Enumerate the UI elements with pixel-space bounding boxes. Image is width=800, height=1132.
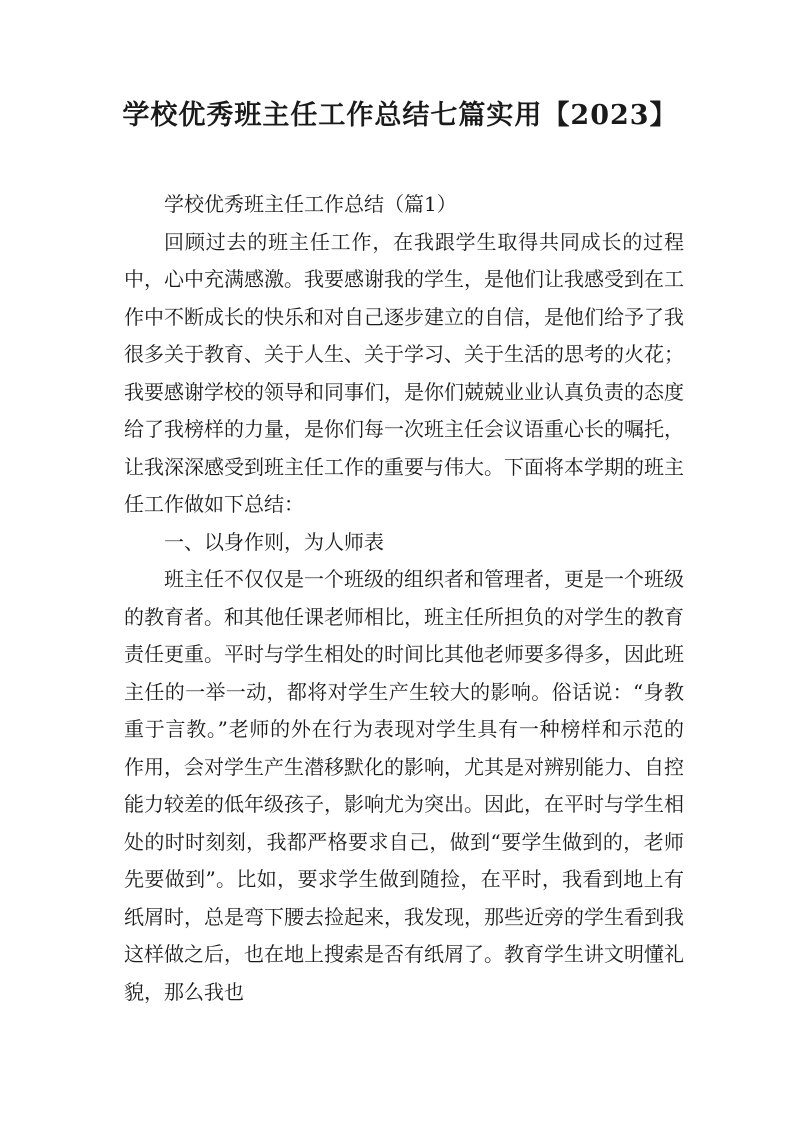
section-heading: 学校优秀班主任工作总结（篇1）	[164, 192, 457, 216]
document-body	[124, 186, 684, 1011]
body-paragraph: 回顾过去的班主任工作，在我跟学生取得共同成长的过程中，心中充满感激。我要感谢我的学生，是他们让我感受到在工作中不断成长的快乐和对自己逐步建立的自信，是他们给予了我很多关于教育、关于人生、关于学习、关于生活的思考的火花；我要感谢学校的领导和同事们，是你们兢兢业业认真负责的态度给了我榜样的力量，是你们每一次班主任会议语重心长的嘱托，让我深深感受到班主任工作的重要与伟大。下面将本学期的班主任工作做如下总结：	[124, 229, 684, 516]
body-paragraph: 班主任不仅仅是一个班级的组织者和管理者，更是一个班级的教育者。和其他任课老师相比，班主任所担负的对学生的教育责任更重。平时与学生相处的时间比其他老师要多得多，因此班主任的一举一动，都将对学生产生较大的影响。俗话说：“身教重于言教。”老师的外在行为表现对学生具有一种榜样和示范的作用，会对学生产生潜移默化的影响，尤其是对辨别能力、自控能力较差的低年级孩子，影响尤为突出。因此，在平时与学生相处的时时刻刻，我都严格要求自己，做到“要学生做到的，老师先要做到”。比如，要求学生做到随捡，在平时，我看到地上有纸屑时，总是弯下腰去捡起来，我发现，那些近旁的学生看到我这样做之后，也在地上搜索是否有纸屑了。教育学生讲文明懂礼貌，那么我也	[124, 567, 684, 1004]
section-heading: 一、以身作则，为人师表	[164, 529, 384, 554]
document-title: 学校优秀班主任工作总结七篇实用【2023】	[122, 100, 678, 131]
